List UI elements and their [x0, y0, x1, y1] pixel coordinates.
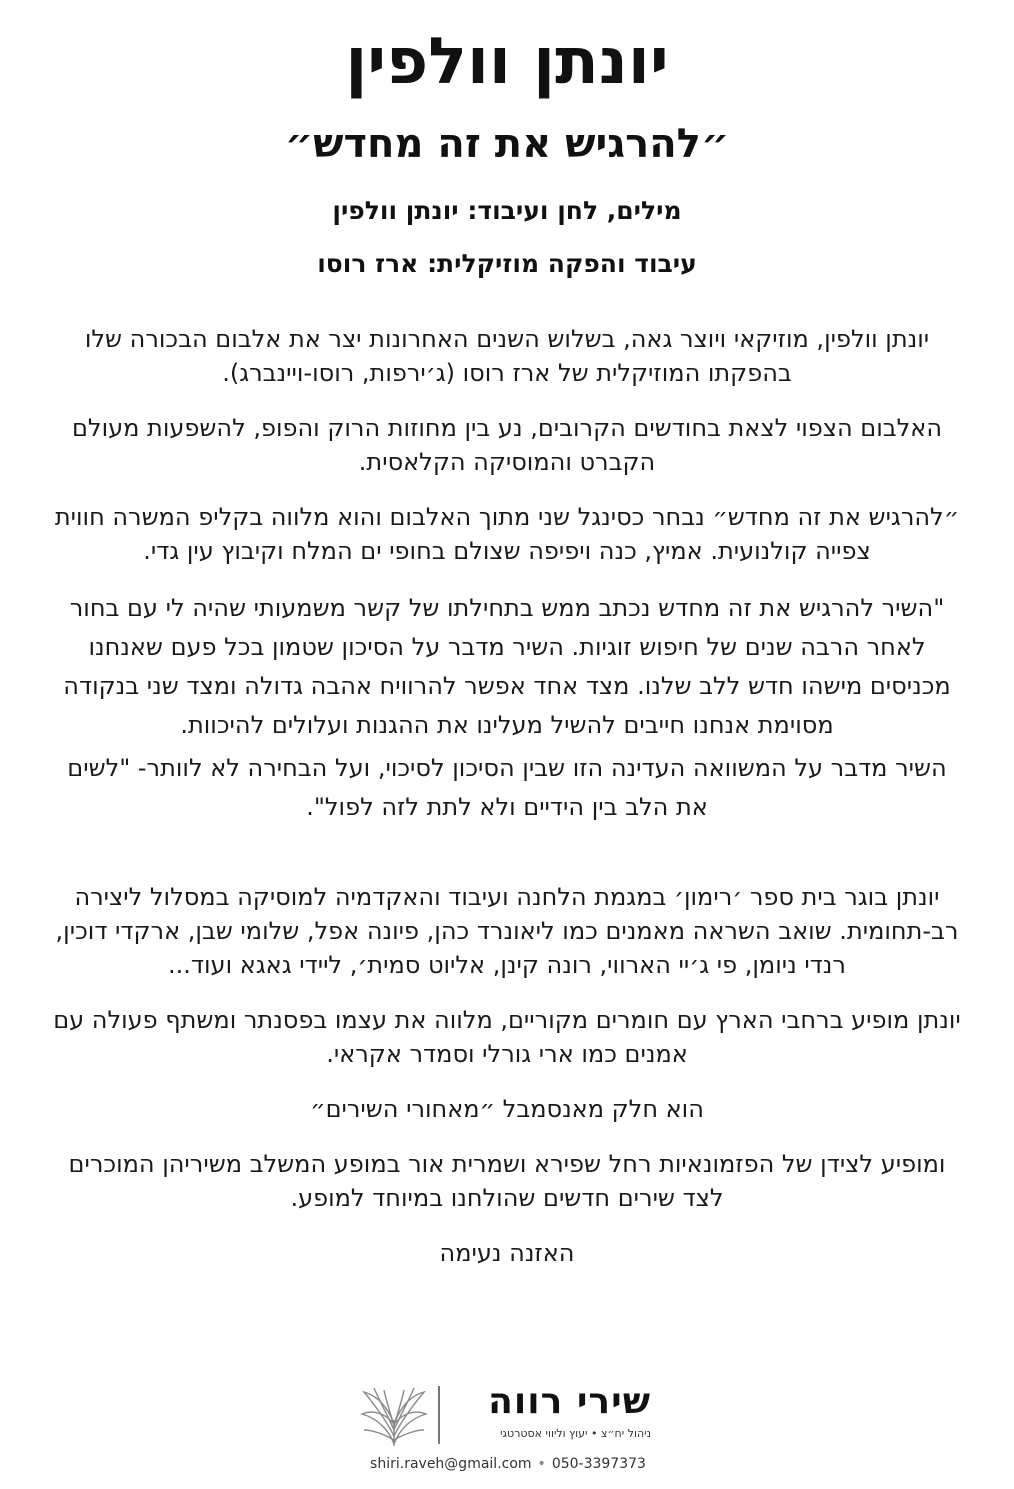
contact-line: [358, 1454, 658, 1474]
paragraph-single: ״להרגיש את זה מחדש״ נבחר כסינגל שני מתוך האלבום והוא מלווה בקליפ המשרה חווית צפייה קולנועית. אמיץ, כנה ויפיפה שצולם בחופי ים המלח וקיבוץ עין גדי.: [54, 503, 960, 565]
butterfly-wings-icon: [358, 1384, 430, 1448]
paragraph-closing: האזנה נעימה: [439, 1239, 575, 1267]
pr-logo: [358, 1382, 658, 1452]
credit-production: עיבוד והפקה מוזיקלית: ארז רוסו: [317, 249, 697, 278]
paragraph-intro: יונתן וולפין, מוזיקאי ויוצר גאה, בשלוש השנים האחרונות יצר את אלבום הבכורה שלו בהפקתו המוזיקלית של ארז רוסו (ג׳ירפות, רוסו-ויינברג).: [84, 325, 930, 387]
logo-divider: [438, 1386, 440, 1444]
press-release-body: [50, 322, 964, 1291]
paragraph-show: ומופיע לצידן של הפזמונאיות רחל שפירא ושמרית אור במופע המשלב משיריהן המוכרים לצד שירים חדשים שהולחנו במיוחד למופע.: [68, 1150, 946, 1212]
pr-footer: [0, 1382, 1014, 1474]
contact-email[interactable]: shiri.raveh@gmail.com: [370, 1456, 532, 1472]
separator-dot: •: [537, 1456, 546, 1472]
paragraph-artist-quote-end: השיר מדבר על המשוואה העדינה הזו שבין הסיכון לסיכוי, ועל הבחירה לא לוותר- "לשים את הלב בין הידיים ולא לתת לזה לפול".: [67, 754, 947, 821]
logo-name: שירי רווה: [488, 1381, 651, 1422]
artist-name-title: יונתן וולפין: [345, 25, 669, 99]
paragraph-performances: יונתן מופיע ברחבי הארץ עם חומרים מקוריים, מלווה את עצמו בפסנתר ומשתף פעולה עם אמנים כמו ארי גורלי וסמדר אקראי.: [53, 1006, 961, 1068]
contact-phone[interactable]: 050-3397373: [551, 1456, 646, 1472]
logo-tagline: ניהול יח״צ • יעוץ וליווי אסטרטגי: [500, 1427, 651, 1440]
paragraph-ensemble: הוא חלק מאנסמבל ״מאחורי השירים״: [310, 1095, 704, 1123]
paragraph-education: יונתן בוגר בית ספר ׳רימון׳ במגמת הלחנה ועיבוד והאקדמיה למוסיקה במסלול ליצירה רב-תחומית. שואב השראה מאמנים כמו ליאונרד כהן, פיונה אפל, שלומי שבן, ארקדי דוכין, רנדי ניומן, פי ג׳יי הארווי, רונה קינן, אליוט סמית׳, ליידי גאגא ועוד...: [55, 883, 959, 979]
paragraph-album: האלבום הצפוי לצאת בחודשים הקרובים, נע בין מחוזות הרוק והפופ, להשפעות מעולם הקברט והמוסיקה הקלאסית.: [72, 414, 942, 476]
credit-lyrics-music: מילים, לחן ועיבוד: יונתן וולפין: [332, 196, 682, 225]
song-title: ״להרגיש את זה מחדש״: [284, 121, 730, 167]
paragraph-artist-quote: "השיר להרגיש את זה מחדש נכתב ממש בתחילתו של קשר משמעותי שהיה לי עם בחור לאחר הרבה שנים של חיפוש זוגיות. השיר מדבר על הסיכון שטמון בכל פעם שאנחנו מכניסים מישהו חדש ללב שלנו. מצד אחד אפשר להרוויח אהבה גדולה ומצד שני בנקודה מסוימת אנחנו חייבים להשיל מעלינו את ההגנות ועלולים להיכוות.: [63, 594, 951, 739]
